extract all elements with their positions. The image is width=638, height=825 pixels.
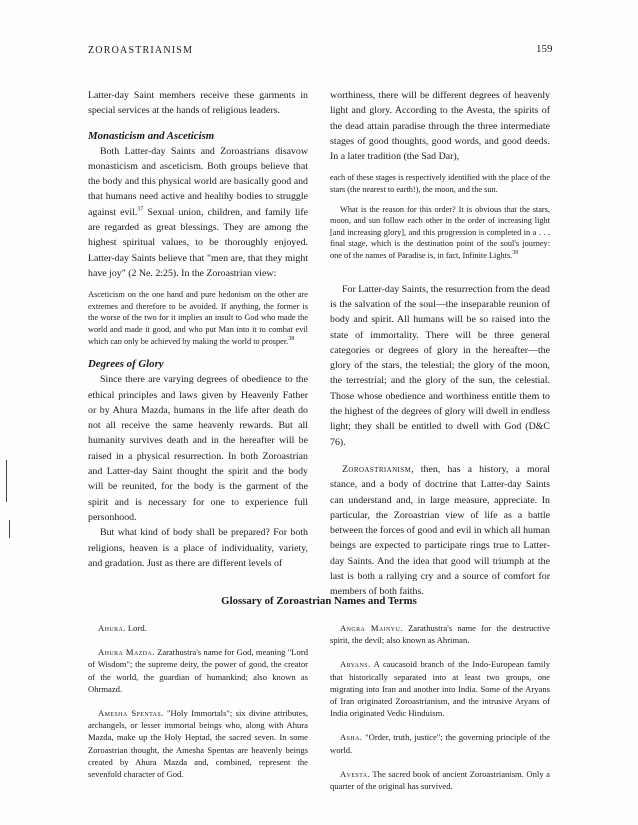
- glossary-term: Asha.: [340, 732, 363, 743]
- glossary-entry: [330, 768, 550, 792]
- text-span: , then, has a history, a moral stance, and a body of doctrine that Latter-day Saints can understand and, in large measure, appreciate. In particular, the Zoroastrian view of life as a battle between the forces of good and evil in which all human beings are expected to participate rings true to Latter-day Saints. And the idea that good will triumph at the last is both a rallying cry and a source of comfort for members of both faiths.: [330, 463, 550, 598]
- glossary-term: Angra Mainyu.: [340, 623, 403, 633]
- left-column: [88, 88, 308, 571]
- glossary-definition: Lord.: [125, 623, 147, 633]
- right-column: [330, 88, 550, 600]
- block-quote: each of these stages is respectively identified with the place of the stars (the nearest to earth!), the moon, and the sun.: [330, 173, 550, 195]
- glossary-entry: [330, 731, 550, 755]
- footnote-ref: 37: [137, 206, 144, 213]
- glossary-left-column: [88, 622, 308, 792]
- paragraph: Latter-day Saint members receive these garments in special services at the hands of religious leaders.: [88, 90, 308, 117]
- glossary-term: Ahura Mazda.: [98, 647, 155, 658]
- section-heading: Degrees of Glory: [88, 358, 164, 371]
- footnote-ref: 38: [288, 335, 295, 342]
- paragraph: For Latter-day Saints, the resurrection from the dead is the salvation of the soul—the inseparable reunion of body and spirit. All humans will be so raised into the state of immortality. There will be three general categories or degrees of glory in the hereafter—the glory of the stars, the telestial; the glory of the moon, the terrestrial; and the glory of the sun, the celestial. Those whose obedience and worthiness entitle them to the highest of the degrees of glory will dwell in endless light; they shall be entitled to dwell with God (D&C 76).: [330, 283, 550, 448]
- glossary-right-column: [330, 622, 550, 804]
- glossary-definition: "Holy Immortals"; six divine attributes, archangels, or lesser immortal beings who, along with Ahura Mazda, make up the Holy Heptad, the sacred seven. In some Zoroastrian thought, the Amesha Spentas are heavenly beings created by Ahura Mazda and, combined, represent the sevenfold character of God.: [88, 708, 308, 780]
- block-quote: [330, 204, 550, 262]
- small-caps-term: Zoroastrianism: [342, 463, 412, 475]
- text-span: Sexual union, children, and family life are regarded as great blessings. They are among the highest spiritual values, to be thoroughly enjoyed. Latter-day Saints believe that "men are, that they might have joy" (2 Ne. 2:25). In the Zoroastrian view:: [88, 206, 308, 279]
- block-quote: [88, 289, 308, 347]
- paragraph: [330, 462, 550, 600]
- page-number: 159: [536, 43, 553, 55]
- section-heading: Monasticism and Asceticism: [88, 129, 215, 142]
- glossary-entry: [88, 622, 308, 634]
- glossary-entry: [330, 622, 550, 646]
- glossary-definition: A caucasoid branch of the Indo-European family that historically separated into at least two groups, one migrating into Iran and another into India. Some of the Aryans of Iran originated Zoroastrianism, and the intrusive Aryans of India originated Vedic Hinduism.: [330, 659, 550, 719]
- glossary-definition: Zarathustra's name for God, meaning "Lord of Wisdom"; the supreme deity, the power of good, the creator of the world, the guardian of humankind; also known as Ohrmazd.: [88, 647, 308, 694]
- paragraph: worthiness, there will be different degrees of heavenly light and glory. According to the Avesta, the spirits of the dead attain paradise through the three intermediate stages of good thoughts, good words, and good deeds. In a later tradition (the Sad Dar),: [330, 90, 550, 163]
- paragraph: Since there are varying degrees of obedience to the ethical principles and laws given by Heavenly Father or by Ahura Mazda, humans in the life after death do not all receive the same heavenly rewards. But all humanity survives death and in the hereafter will be raised in a physical resurrection. In both Zoroastrian and Latter-day Saint thought the spirit and the body will be reunited, for the body is the garment of the spirit and is necessary for one to experience full personhood.: [88, 374, 308, 523]
- text-span: What is the reason for this order? It is obvious that the stars, moon, and sun follow each other in the order of increasing light [and increasing glory], and this progression is completed in a . . . final stage, which is the destination point of the soul's journey: one of the names of Paradise is, in fact, Infinite Lights.: [330, 204, 550, 261]
- paragraph: [88, 144, 308, 282]
- scan-artifact-line: [9, 520, 10, 538]
- text-span: Both Latter-day Saints and Zoroastrians disavow monasticism and asceticism. Both groups believe that the body and this physical world are basically good and that humans need active and healthy bodies to struggle against evil.: [88, 145, 308, 218]
- spacer: [330, 450, 550, 462]
- glossary-definition: The sacred book of ancient Zoroastrianism. Only a quarter of the original has survived.: [330, 768, 550, 792]
- running-title: ZOROASTRIANISM: [88, 45, 194, 56]
- glossary-term: Avesta.: [340, 768, 371, 779]
- footnote-ref: 39: [512, 250, 519, 257]
- glossary-entry: [330, 658, 550, 719]
- glossary-title: Glossary of Zoroastrian Names and Terms: [221, 595, 417, 607]
- scan-artifact-line: [6, 460, 7, 502]
- glossary-term: Aryans.: [340, 659, 371, 670]
- glossary-definition: Zarathustra's name for the destructive spirit, the devil; also known as Ahriman.: [330, 623, 550, 646]
- glossary-definition: "Order, truth, justice"; the governing principle of the world.: [330, 732, 550, 755]
- glossary-entry: [88, 707, 308, 780]
- spacer: [330, 270, 550, 282]
- glossary-term: Amesha Spentas.: [98, 708, 164, 719]
- text-span: Asceticism on the one hand and pure hedonism on the other are extremes and therefore to be avoided. If anything, the former is the worse of the two for it implies an insult to God who made the world and made it good, and who put Man into it to combat evil which can only be achieved by making the world to prosper.: [88, 290, 308, 346]
- glossary-term: Ahura.: [98, 623, 126, 633]
- paragraph: But what kind of body shall be prepared? For both religions, heaven is a place of individuality, variety, and gradation. Just as there are different levels of: [88, 527, 308, 569]
- glossary-entry: [88, 646, 308, 695]
